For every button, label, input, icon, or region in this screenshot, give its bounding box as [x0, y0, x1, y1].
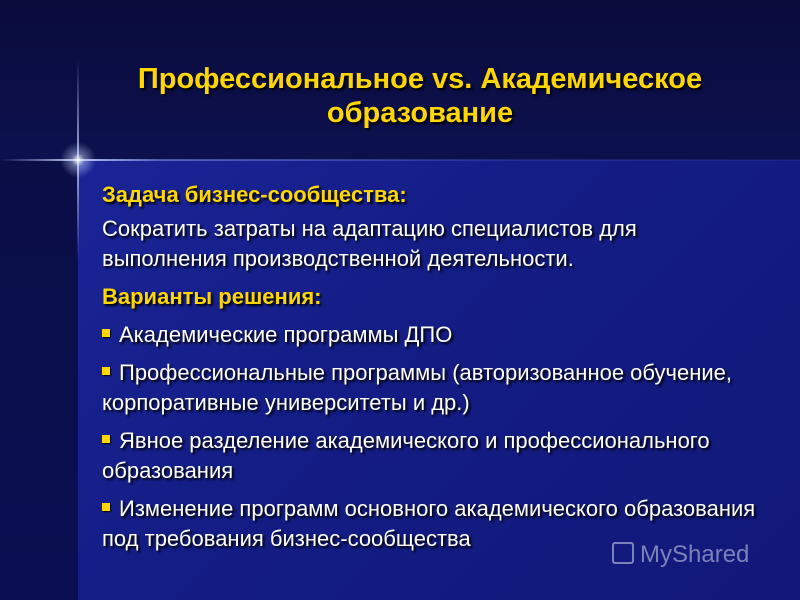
- bullet-square-icon: [102, 329, 110, 337]
- star-flare-icon: [60, 142, 96, 178]
- flare-horizontal-line: [0, 159, 800, 161]
- presentation-icon: [612, 542, 634, 564]
- title-line-1: Профессиональное vs. Академическое: [137, 63, 703, 95]
- title-line-2: образование: [326, 97, 514, 129]
- slide-title: [60, 62, 780, 130]
- list-item: [102, 358, 762, 418]
- list-item-text: Академические программы ДПО: [119, 322, 453, 347]
- list-item-text: Явное разделение академического и профессионального образования: [102, 428, 710, 483]
- bullet-square-icon: [102, 435, 110, 443]
- task-text: Сократить затраты на адаптацию специалистов для выполнения производственной деятельности.: [102, 216, 637, 271]
- watermark-text: MyShared: [640, 541, 750, 568]
- list-item: [102, 320, 762, 350]
- bullet-square-icon: [102, 503, 110, 511]
- list-item: [102, 426, 762, 486]
- list-item-text: Изменение программ основного академического образования под требования бизнес-сообщества: [102, 496, 756, 551]
- watermark: [612, 540, 749, 569]
- list-item-text: Профессиональные программы (авторизованное обучение, корпоративные университеты и др.): [102, 360, 733, 415]
- task-heading: Задача бизнес-сообщества:: [102, 182, 407, 207]
- options-heading: Варианты решения:: [102, 284, 322, 309]
- slide-body: [102, 180, 762, 554]
- left-band: [0, 160, 78, 600]
- bullet-square-icon: [102, 367, 110, 375]
